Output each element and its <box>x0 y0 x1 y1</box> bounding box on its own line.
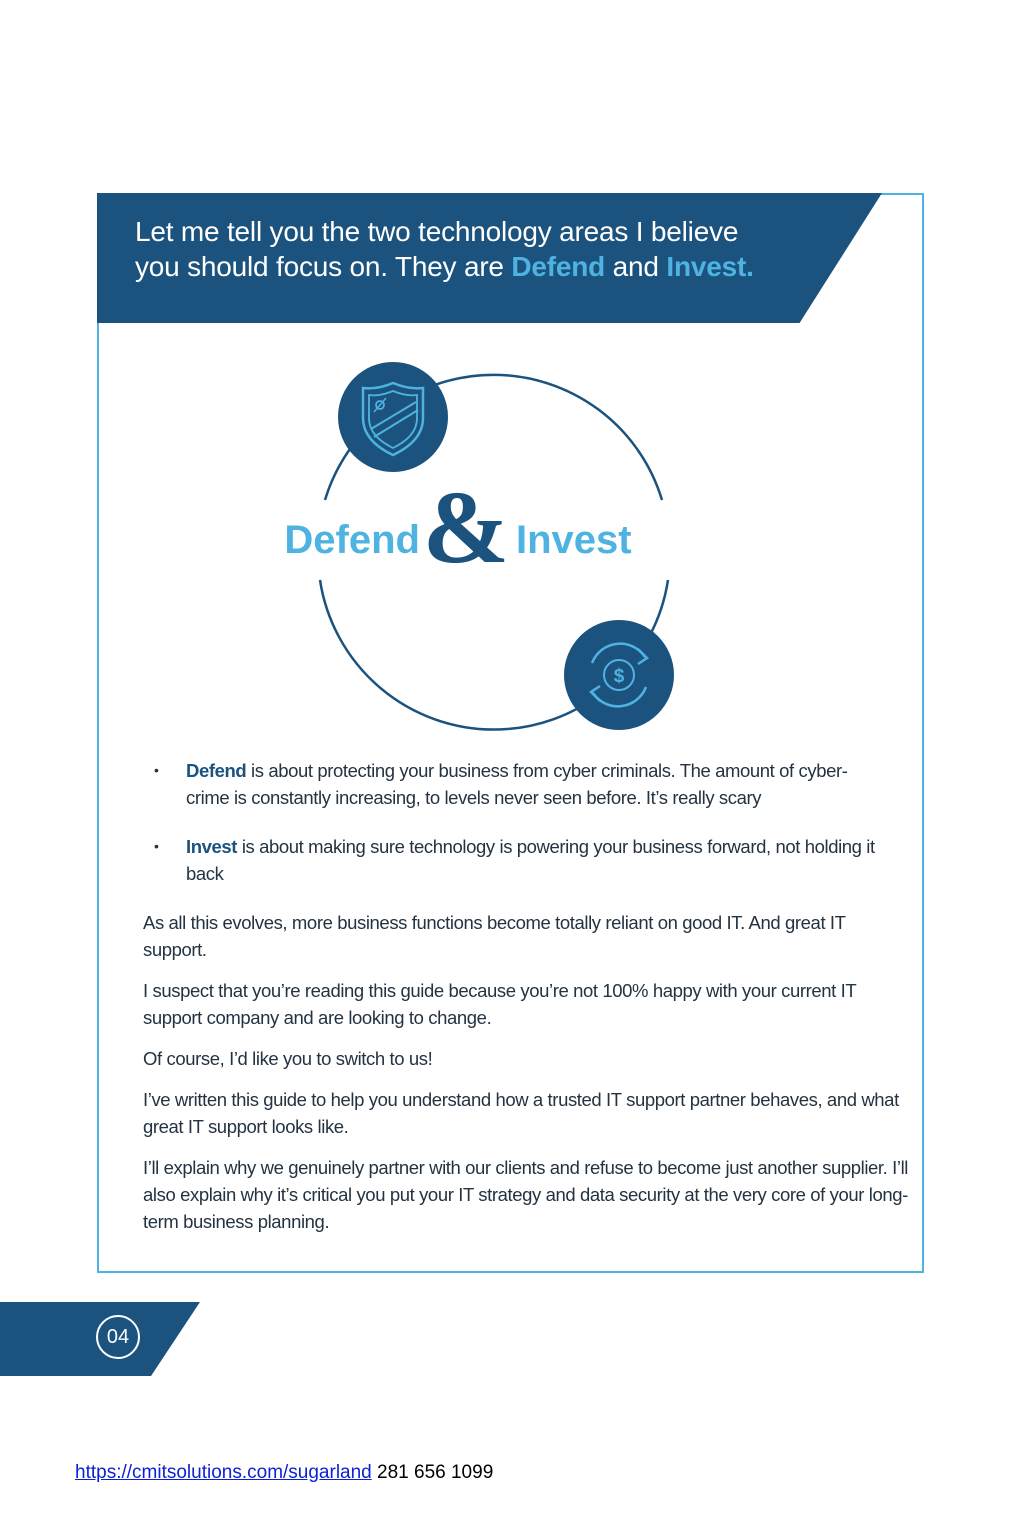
shield-icon <box>338 362 448 472</box>
paragraph: I suspect that you’re reading this guide because you’re not 100% happy with your current IT support company and are looking to change. <box>143 980 856 1028</box>
paragraph: Of course, I’d like you to switch to us! <box>143 1048 433 1069</box>
graphic-ampersand: & <box>422 470 510 585</box>
list-item-invest <box>150 833 890 887</box>
paragraph: As all this evolves, more business functions become totally reliant on good IT. And great IT support. <box>143 912 846 960</box>
body-text <box>143 909 913 1249</box>
defend-invest-graphic <box>270 355 710 745</box>
banner-connector: and <box>605 251 667 282</box>
banner-highlight-defend: Defend <box>511 251 606 282</box>
bullet-marker: • <box>154 838 159 854</box>
defend-description: is about protecting your business from cyber criminals. The amount of cyber-crime is constantly increasing, to levels never seen before. It’s really scary <box>186 760 848 808</box>
banner-line-1: Let me tell you the two technology areas I believe <box>135 216 739 247</box>
term-defend: Defend <box>186 760 247 781</box>
banner-line-2: you should focus on. They are <box>135 251 512 282</box>
list-item-defend <box>150 757 890 811</box>
invest-description: is about making sure technology is powering your business forward, not holding it back <box>186 836 875 884</box>
focus-list <box>150 757 890 909</box>
graphic-word-invest: Invest <box>516 518 632 562</box>
page-number: 04 <box>96 1315 140 1359</box>
term-invest: Invest <box>186 836 238 857</box>
banner-highlight-invest: Invest. <box>666 251 754 282</box>
banner-heading <box>135 214 815 284</box>
footer <box>75 1462 493 1484</box>
graphic-word-defend: Defend <box>284 518 420 562</box>
website-link[interactable]: https://cmitsolutions.com/sugarland <box>75 1462 372 1483</box>
svg-text:$: $ <box>613 666 625 687</box>
dollar-exchange-icon <box>564 620 674 730</box>
paragraph: I’ve written this guide to help you understand how a trusted IT support partner behaves, and what great IT support looks like. <box>143 1089 899 1137</box>
bullet-marker: • <box>154 762 159 778</box>
phone-number: 281 656 1099 <box>371 1462 494 1483</box>
paragraph: I’ll explain why we genuinely partner with our clients and refuse to become just another supplier. I’ll also explain why it’s critical you put your IT strategy and data security at the very core of your long-term business planning. <box>143 1157 909 1232</box>
